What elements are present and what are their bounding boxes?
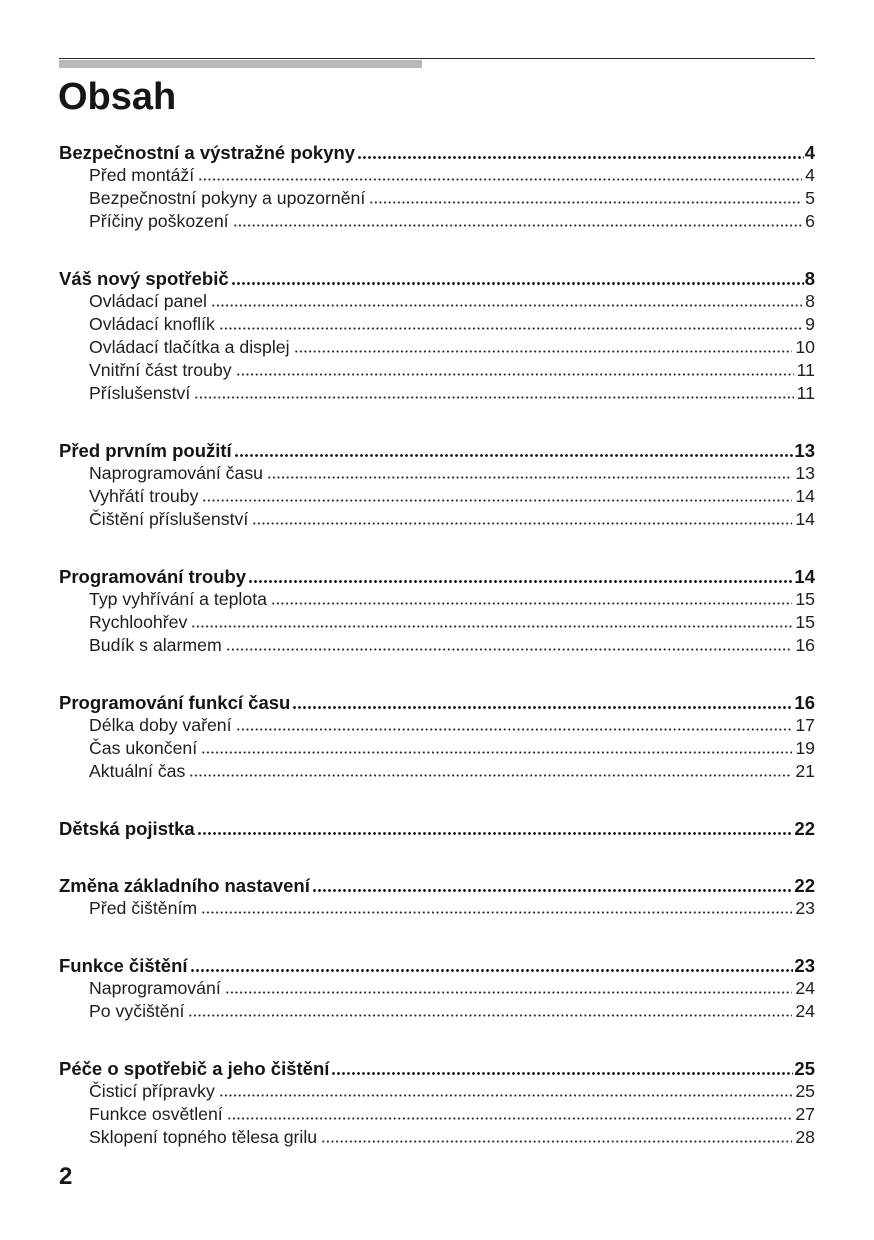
leader-dots: [233, 224, 803, 227]
leader-dots: [225, 991, 793, 994]
leader-dots: [189, 774, 792, 777]
leader-dots: [312, 889, 794, 892]
leader-dots: [201, 911, 792, 914]
toc-heading-title: Funkce čištění: [59, 955, 188, 976]
toc-item-title: Příslušenství: [89, 383, 191, 403]
toc-item-page: 28: [795, 1127, 815, 1147]
toc-item-page: 19: [795, 738, 815, 758]
toc-item-title: Ovládací knoflík: [89, 314, 215, 334]
toc-heading: [59, 267, 815, 290]
toc-item-page: 14: [795, 486, 815, 506]
toc-item-page: 15: [795, 612, 815, 632]
toc-item: [59, 359, 815, 382]
toc-item-title: Naprogramování času: [89, 463, 264, 483]
toc-heading-title: Dětská pojistka: [59, 818, 195, 839]
leader-dots: [219, 1094, 793, 1097]
leader-dots: [191, 625, 792, 628]
leader-dots: [267, 476, 792, 479]
leader-dots: [211, 304, 802, 307]
toc-item: [59, 187, 815, 210]
toc-heading-page: 22: [794, 875, 815, 896]
toc-heading-page: 8: [804, 268, 815, 289]
toc-heading-page: 13: [794, 440, 815, 461]
toc-item-page: 10: [795, 337, 815, 357]
toc-item-title: Po vyčištění: [89, 1001, 185, 1021]
toc-heading-page: 22: [794, 818, 815, 839]
header-accent-bar: [59, 60, 422, 68]
leader-dots: [321, 1140, 792, 1143]
toc-heading-title: Programování trouby: [59, 566, 247, 587]
toc-item-page: 13: [795, 463, 815, 483]
toc-item: [59, 588, 815, 611]
toc-item-title: Sklopení topného tělesa grilu: [89, 1127, 318, 1147]
toc-item: [59, 313, 815, 336]
toc-section: [59, 1057, 815, 1149]
leader-dots: [219, 327, 802, 330]
toc-heading: [59, 1057, 815, 1080]
toc-item-page: 25: [795, 1081, 815, 1101]
toc-item-page: 4: [805, 165, 815, 185]
toc-item: [59, 1080, 815, 1103]
toc-item: [59, 508, 815, 531]
toc-item-page: 11: [796, 360, 815, 380]
toc-heading-page: 23: [794, 955, 815, 976]
toc-item-title: Budík s alarmem: [89, 635, 222, 655]
toc-heading-page: 14: [794, 566, 815, 587]
table-of-contents: [59, 141, 815, 1149]
toc-item-title: Délka doby vaření: [89, 715, 232, 735]
leader-dots: [197, 832, 794, 835]
leader-dots: [271, 602, 792, 605]
toc-heading: [59, 691, 815, 714]
toc-heading-title: Bezpečnostní a výstražné pokyny: [59, 142, 356, 163]
leader-dots: [201, 751, 792, 754]
leader-dots: [202, 499, 792, 502]
toc-item-title: Čas ukončení: [89, 738, 198, 758]
leader-dots: [227, 1117, 793, 1120]
toc-heading-title: Váš nový spotřebič: [59, 268, 229, 289]
toc-heading: [59, 439, 815, 462]
toc-section: [59, 141, 815, 233]
toc-heading: [59, 817, 815, 840]
toc-heading-page: 4: [804, 142, 815, 163]
toc-item-page: 24: [795, 978, 815, 998]
toc-item: [59, 1000, 815, 1023]
toc-heading-title: Změna základního nastavení: [59, 875, 310, 896]
toc-section: [59, 874, 815, 920]
toc-heading: [59, 141, 815, 164]
toc-item-page: 6: [805, 211, 815, 231]
toc-item: [59, 714, 815, 737]
toc-item: [59, 290, 815, 313]
toc-item-page: 8: [805, 291, 815, 311]
toc-item: [59, 462, 815, 485]
leader-dots: [236, 373, 794, 376]
toc-item-title: Rychloohřev: [89, 612, 188, 632]
toc-item-title: Typ vyhřívání a teplota: [89, 589, 267, 609]
toc-item-title: Vnitřní část trouby: [89, 360, 232, 380]
toc-heading: [59, 874, 815, 897]
leader-dots: [357, 156, 804, 159]
toc-item: [59, 485, 815, 508]
toc-item-page: 11: [796, 383, 815, 403]
toc-heading-page: 25: [794, 1058, 815, 1079]
leader-dots: [198, 178, 802, 181]
toc-section: [59, 565, 815, 657]
toc-heading-title: Před prvním použití: [59, 440, 232, 461]
leader-dots: [331, 1072, 793, 1075]
toc-item-title: Funkce osvětlení: [89, 1104, 223, 1124]
toc-section: [59, 439, 815, 531]
toc-item: [59, 634, 815, 657]
toc-item: [59, 977, 815, 1000]
toc-heading: [59, 565, 815, 588]
toc-item-title: Ovládací tlačítka a displej: [89, 337, 290, 357]
toc-item-page: 17: [795, 715, 815, 735]
leader-dots: [248, 580, 793, 583]
toc-item-page: 9: [805, 314, 815, 334]
toc-section: [59, 691, 815, 783]
leader-dots: [294, 350, 793, 353]
toc-item: [59, 382, 815, 405]
leader-dots: [252, 522, 792, 525]
toc-item-page: 23: [795, 898, 815, 918]
header-rule: [59, 58, 815, 59]
toc-item-page: 24: [795, 1001, 815, 1021]
leader-dots: [188, 1014, 792, 1017]
toc-item: [59, 1103, 815, 1126]
toc-item: [59, 1126, 815, 1149]
toc-section: [59, 817, 815, 840]
toc-section: [59, 267, 815, 405]
toc-item-title: Čištění příslušenství: [89, 509, 249, 529]
toc-item-title: Čisticí přípravky: [89, 1081, 215, 1101]
toc-item: [59, 611, 815, 634]
toc-item: [59, 210, 815, 233]
toc-section: [59, 954, 815, 1023]
toc-item-title: Bezpečnostní pokyny a upozornění: [89, 188, 366, 208]
page-title: Obsah: [58, 76, 177, 118]
toc-item: [59, 760, 815, 783]
toc-heading-title: Péče o spotřebič a jeho čištění: [59, 1058, 330, 1079]
toc-item-title: Aktuální čas: [89, 761, 186, 781]
toc-item-page: 27: [795, 1104, 815, 1124]
leader-dots: [369, 201, 802, 204]
toc-heading: [59, 954, 815, 977]
leader-dots: [226, 648, 793, 651]
toc-item: [59, 897, 815, 920]
leader-dots: [236, 728, 793, 731]
toc-item-page: 16: [795, 635, 815, 655]
toc-item-title: Příčiny poškození: [89, 211, 229, 231]
leader-dots: [190, 969, 794, 972]
toc-item-title: Naprogramování: [89, 978, 221, 998]
toc-heading-title: Programování funkcí času: [59, 692, 291, 713]
toc-item-page: 15: [795, 589, 815, 609]
toc-item: [59, 164, 815, 187]
toc-item-title: Vyhřátí trouby: [89, 486, 199, 506]
toc-item-page: 14: [795, 509, 815, 529]
leader-dots: [292, 706, 793, 709]
toc-item-title: Před čištěním: [89, 898, 198, 918]
toc-item-page: 21: [795, 761, 815, 781]
toc-item-title: Ovládací panel: [89, 291, 207, 311]
leader-dots: [234, 454, 794, 457]
toc-item: [59, 336, 815, 359]
toc-item: [59, 737, 815, 760]
page-number: 2: [59, 1163, 73, 1190]
toc-heading-page: 16: [794, 692, 815, 713]
toc-item-page: 5: [805, 188, 815, 208]
toc-item-title: Před montáží: [89, 165, 195, 185]
leader-dots: [194, 396, 793, 399]
leader-dots: [231, 282, 804, 285]
